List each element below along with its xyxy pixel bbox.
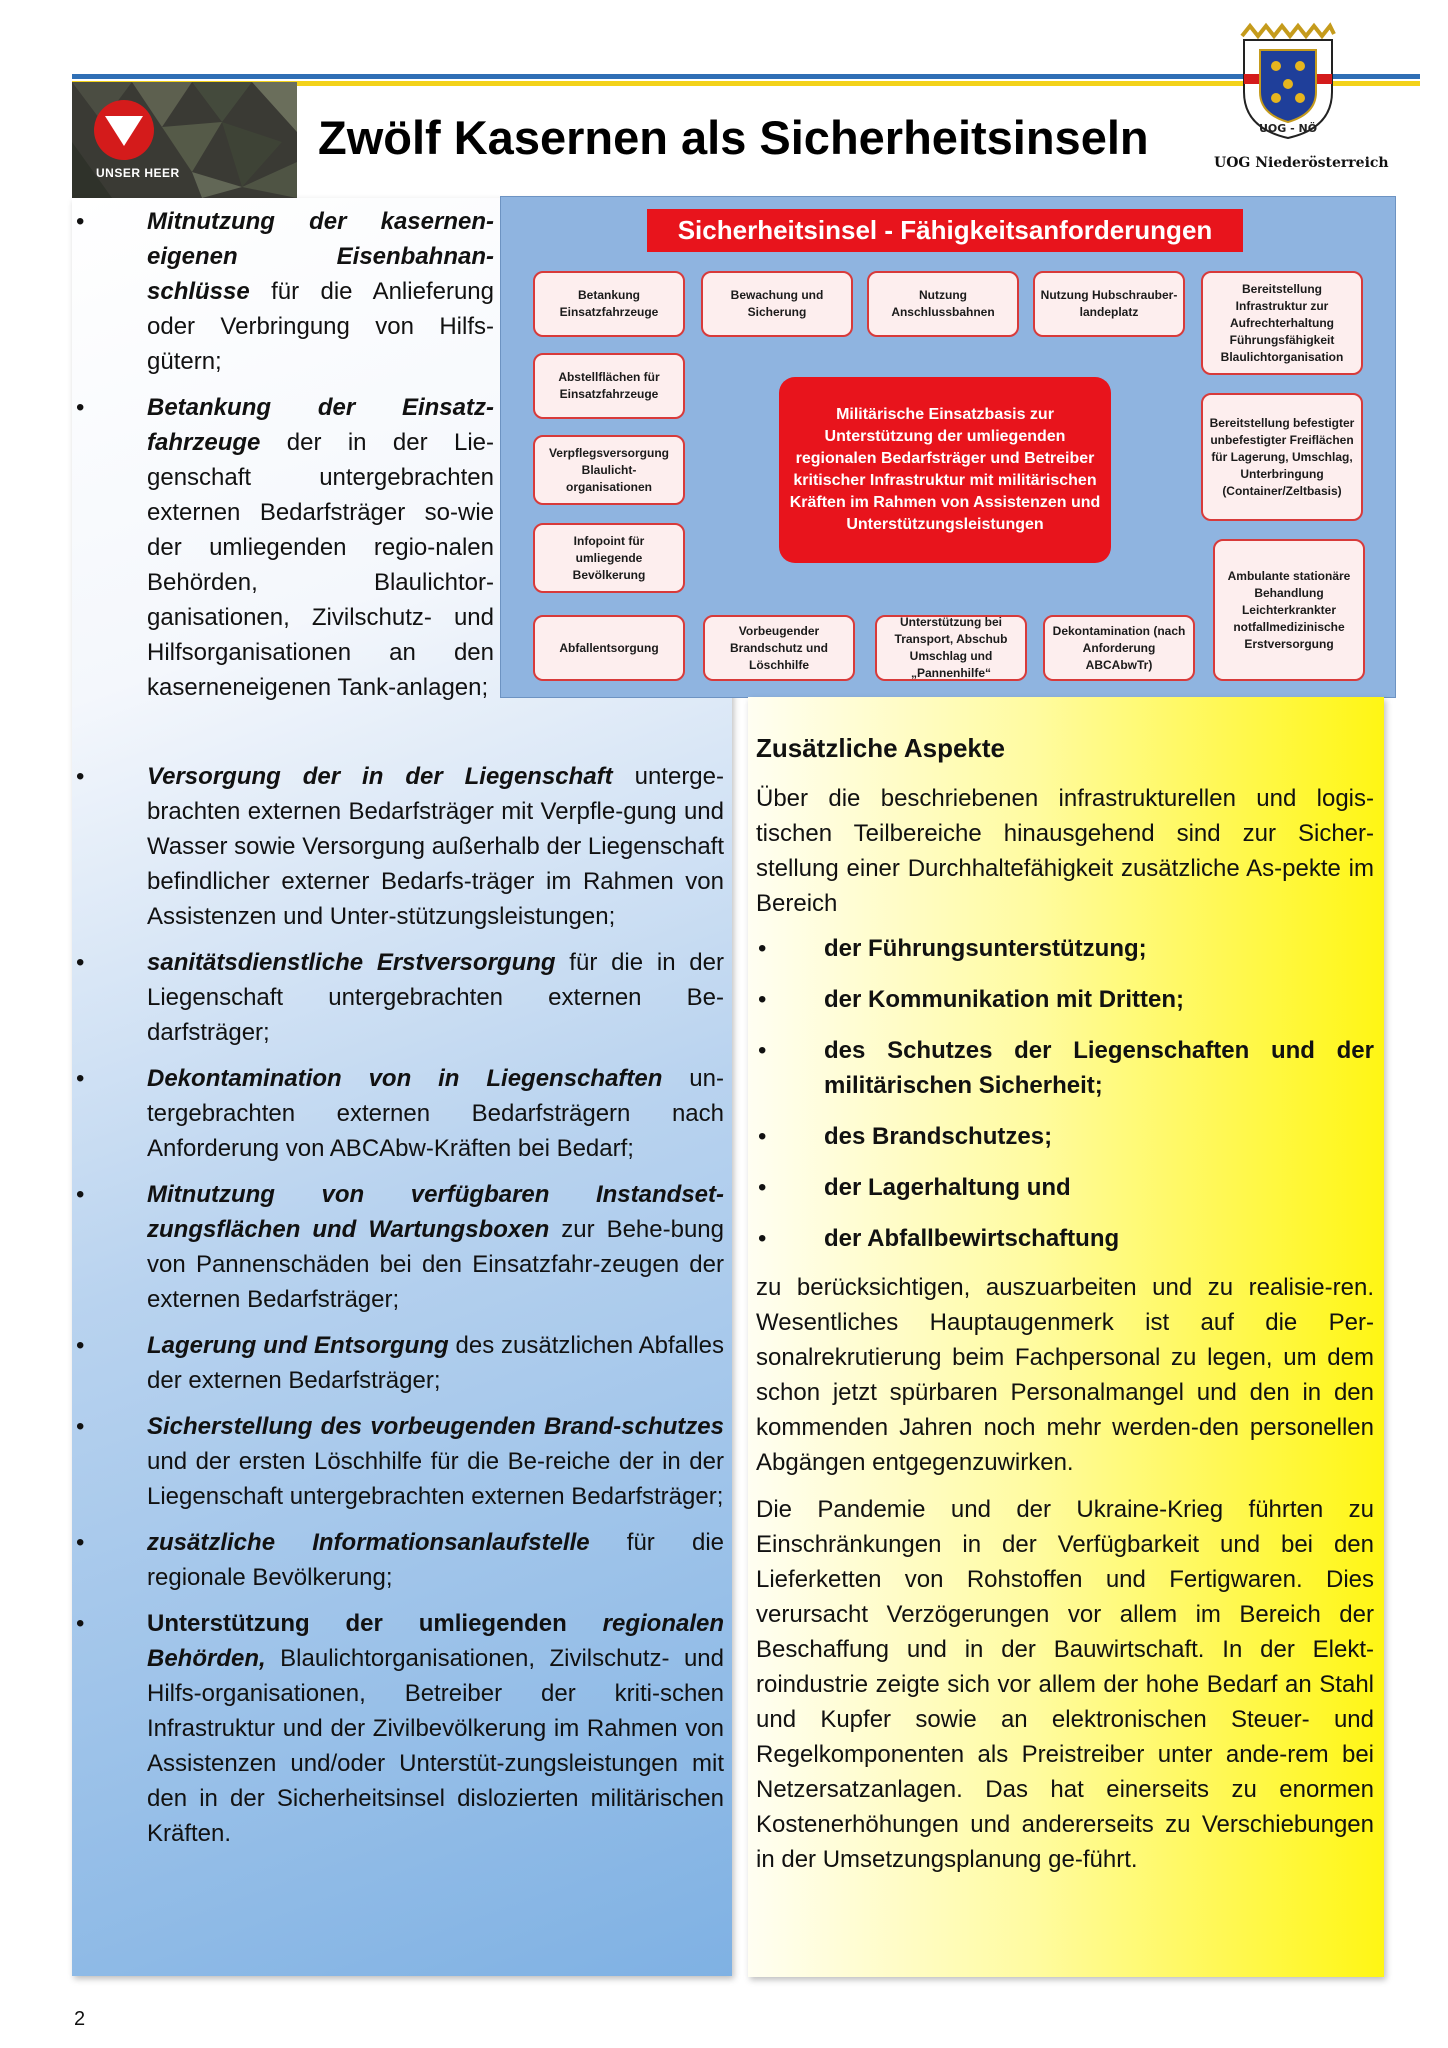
left-bullet-list-top bbox=[72, 204, 494, 716]
list-item: • Dekontamination von in Liegenschaften un-tergebrachten externen Bedarfsträgern nach Anforderung von ABCAbw-Kräften bei Bedarf; bbox=[72, 1061, 724, 1166]
list-item: • Mitnutzung der kasernen-eigenen Eisenbahnan-schlüsse für die Anlieferung oder Verbringung von Hilfs-gütern; bbox=[72, 204, 494, 379]
diagram-box: Bereitstellung Infrastruktur zur Aufrechterhaltung Führungsfähigkeit Blaulichtorganisation bbox=[1201, 271, 1363, 375]
diagram-title: Sicherheitsinsel - Fähigkeitsanforderungen bbox=[647, 209, 1243, 252]
heer-emblem-icon bbox=[94, 100, 154, 160]
intro-paragraph: Über die beschriebenen infrastrukturellen und logis-tischen Teilbereiche hinausgehend sind zur Sicher-stellung einer Durchhaltefähigkeit zusätzliche As-pekte im Bereich bbox=[756, 785, 1374, 917]
list-item: • des Schutzes der Liegenschaften und der militärischen Sicherheit; bbox=[756, 1033, 1374, 1103]
list-item: • Lagerung und Entsorgung des zusätzlichen Abfalles der externen Bedarfsträger; bbox=[72, 1328, 724, 1398]
diagram-box: Nutzung Anschlussbahnen bbox=[867, 271, 1019, 337]
uog-crest-icon bbox=[1240, 22, 1336, 140]
diagram-box: Bereitstellung befestigter unbefestigter Freiflächen für Lagerung, Umschlag, Unterbringung (Container/Zeltbasis) bbox=[1201, 393, 1363, 521]
diagram-center-box: Militärische Einsatzbasis zur Unterstützung der umliegenden regionalen Bedarfsträger und Betreiber kritischer Infrastruktur mit militärischen Kräften im Rahmen von Assistenzen und Unterstützungsleistungen bbox=[779, 377, 1111, 563]
list-item: • Sicherstellung des vorbeugenden Brand-schutzes und der ersten Löschhilfe für die Be-reiche der in der Liegenschaft untergebrachten externen Bedarfsträger; bbox=[72, 1409, 724, 1514]
diagram-box: Vorbeugender Brandschutz und Löschhilfe bbox=[703, 615, 855, 681]
list-item: • der Abfallbewirtschaftung bbox=[756, 1221, 1374, 1256]
list-item: • der Führungsunterstützung; bbox=[756, 931, 1374, 966]
list-item: • Unterstützung der umliegenden regionalen Behörden, Blaulichtorganisationen, Zivilschutz- und Hilfs-organisationen, Betreiber der kriti-schen Infrastruktur und der Zivilbevölkerung im Rahmen von Assistenzen und/oder Unterstüt-zungsleistungen mit den in der Sicherheitsinsel dislozierten militärischen Kräften. bbox=[72, 1606, 724, 1851]
crest-text: UOG - NÖ bbox=[1258, 122, 1318, 135]
right-column-panel bbox=[748, 697, 1384, 1977]
diagram-box: Nutzung Hubschrauber-landeplatz bbox=[1033, 271, 1185, 337]
diagram-box: Verpflegsversorgung Blaulicht-organisationen bbox=[533, 435, 685, 505]
list-item: • der Kommunikation mit Dritten; bbox=[756, 982, 1374, 1017]
list-item: • des Brandschutzes; bbox=[756, 1119, 1374, 1154]
diagram-box: Ambulante stationäre Behandlung Leichterkrankter notfallmedizinische Erstversorgung bbox=[1213, 539, 1365, 681]
header-line-blue bbox=[72, 74, 1420, 79]
left-bullet-list-bottom bbox=[72, 759, 724, 1862]
page-number: 2 bbox=[74, 2008, 86, 2030]
aspects-list bbox=[756, 931, 1374, 1272]
unser-heer-logo bbox=[72, 82, 297, 198]
paragraph: zu berücksichtigen, auszuarbeiten und zu realisie-ren. Wesentliches Hauptaugenmerk ist auf die Per-sonalrekrutierung beim Fachpersonal zu legen, um dem schon jetzt spürbaren Personalmangel und den in den kommenden Jahren noch mehr werden-den personellen Abgängen entgegenzuwirken. bbox=[756, 1274, 1374, 1476]
list-item: • zusätzliche Informationsanlaufstelle für die regionale Bevölkerung; bbox=[72, 1525, 724, 1595]
diagram-box: Betankung Einsatzfahrzeuge bbox=[533, 271, 685, 337]
diagram-box: Unterstützung bei Transport, Abschub Umschlag und „Pannenhilfe“ bbox=[875, 615, 1027, 681]
diagram-box: Infopoint für umliegende Bevölkerung bbox=[533, 523, 685, 593]
diagram-box: Abstellflächen für Einsatzfahrzeuge bbox=[533, 353, 685, 419]
diagram-box: Bewachung und Sicherung bbox=[701, 271, 853, 337]
list-item: • sanitätsdienstliche Erstversorgung für die in der Liegenschaft untergebrachten externen Be-darfsträger; bbox=[72, 945, 724, 1050]
paragraph: Die Pandemie und der Ukraine-Krieg führten zu Einschränkungen in der Verfügbarkeit und bei den Lieferketten von Rohstoffen und Fertigwaren. Dies verursacht Verzögerungen vor allem im Bereich der Beschaffung und in der Bauwirtschaft. In der Elekt-roindustrie zeigte sich vor allem der hohe Bedarf an Stahl und Kupfer sowie an elektronischen Steuer- und Regelkomponenten als Preistreiber unter ande-rem bei Netzersatzanlagen. Das hat einerseits zu enormen Kostenerhöhungen und andererseits zu Verschiebungen in der Umsetzungsplanung ge-führt. bbox=[756, 1496, 1374, 1873]
logo-text: UNSER HEER bbox=[96, 166, 180, 180]
list-item: • der Lagerhaltung und bbox=[756, 1170, 1374, 1205]
list-item: • Betankung der Einsatz-fahrzeuge der in der Lie-genschaft untergebrachten externen Bedarfsträger so-wie der umliegenden regio-nalen Behörden, Blaulichtor-ganisationen, Zivilschutz- und Hilfsorganisationen an den kaserneneigenen Tank-anlagen; bbox=[72, 390, 494, 705]
page-title: Zwölf Kasernen als Sicherheitsinseln bbox=[318, 111, 1149, 164]
list-item: • Mitnutzung von verfügbaren Instandset-zungsflächen und Wartungsboxen zur Behe-bung von Pannenschäden bei den Einsatzfahr-zeugen der externen Bedarfsträger; bbox=[72, 1177, 724, 1317]
capability-diagram bbox=[500, 196, 1396, 698]
diagram-box: Dekontamination (nach Anforderung ABCAbwTr) bbox=[1043, 615, 1195, 681]
section-heading: Zusätzliche Aspekte bbox=[756, 733, 1006, 763]
diagram-box: Abfallentsorgung bbox=[533, 615, 685, 681]
uog-label: UOG Niederösterreich bbox=[1214, 155, 1389, 171]
list-item: • Versorgung der in der Liegenschaft unterge-brachten externen Bedarfsträger mit Verpfle-gung und Wasser sowie Versorgung außerhalb der Liegenschaft befindlicher externer Bedarfs-träger im Rahmen von Assistenzen und Unter-stützungsleistungen; bbox=[72, 759, 724, 934]
